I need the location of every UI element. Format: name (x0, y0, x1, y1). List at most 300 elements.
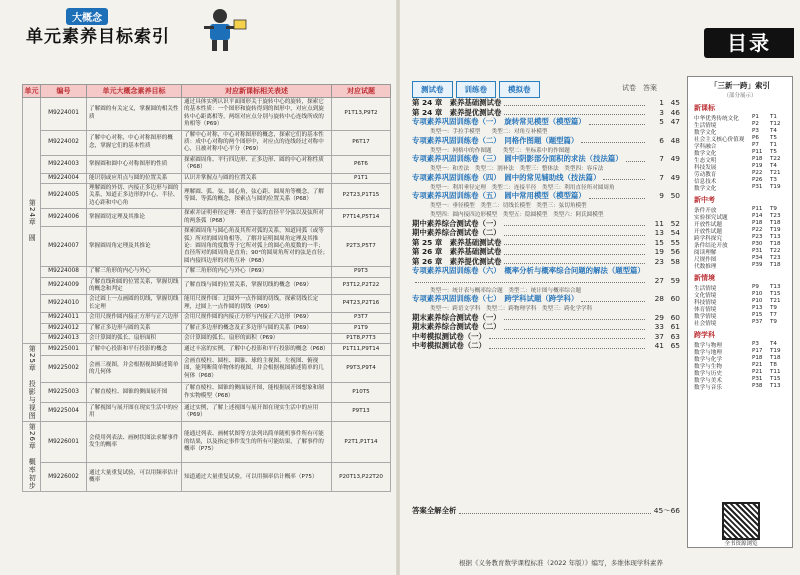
list-item (688, 341, 792, 348)
feature-item: T8 (770, 362, 777, 368)
list-item (688, 135, 792, 142)
list-item (688, 284, 792, 291)
feature-item: T15 (770, 291, 781, 297)
table-row (23, 344, 391, 355)
toc-title: 期中素养综合测试卷（二） (412, 228, 501, 238)
code-cell: M9226001 (41, 422, 87, 463)
feature-page: P13 (752, 305, 763, 311)
feature-page: P3 (752, 341, 759, 347)
pg-cell: P1T11,P9T14 (332, 344, 391, 355)
toc-title: 中考模拟测试卷（一） (412, 331, 486, 341)
feature-name: 实验探究试题 (694, 215, 728, 221)
goal-cell: 能识别或应用点与圆的位置关系 (87, 173, 182, 183)
feature-item: T18 (770, 241, 781, 247)
leader-dots (504, 109, 645, 115)
book-spine (396, 0, 400, 575)
paper-page: 7 (659, 154, 664, 164)
feature-item: T4 (770, 163, 777, 169)
std-cell: 探索圆周角、平行四边形、正多边形、圆的中心对称性质（P68） (182, 155, 332, 173)
table-row (23, 463, 391, 492)
answer-page: 48 (670, 135, 680, 145)
feature-item: T23 (770, 255, 781, 261)
paper-type-tabs (412, 81, 543, 98)
list-item (412, 276, 680, 286)
pg-cell: P2T23,P1T15 (332, 184, 391, 209)
pg-cell: P1T8,P7T3 (332, 333, 391, 343)
table-row (23, 130, 391, 155)
left-page (8, 6, 393, 568)
feature-page: P21 (752, 362, 763, 368)
goal-cell: 会画三视图，并会根据视图描述简单的几何体 (87, 355, 182, 383)
tab-training: 训练卷 (456, 81, 497, 98)
table-row (23, 277, 391, 295)
feature-page: P37 (752, 319, 763, 325)
answers-row (412, 506, 680, 516)
code-cell: M9224001 (41, 98, 87, 131)
concept-badge: 大概念 (66, 8, 108, 25)
feature-name: 社会情境 (694, 321, 717, 327)
leader-dots (603, 174, 645, 180)
answer-page: 54 (670, 228, 680, 238)
table-row (23, 333, 391, 343)
toc-title: 类型一：跨语文学科 类型二：跨物理学科 类型三：跨化学学科 (430, 306, 593, 312)
feature-name: 文化情境 (694, 293, 717, 299)
list-item (688, 376, 792, 383)
goal-cell: 会过圆上一点画圆的切线，掌握切线长定理 (87, 295, 182, 313)
toc-title: 类型四：圆内接四边形模型 类型五：隐圆模型 类型六：阿氏圆模型 (430, 212, 604, 218)
feature-item: T4 (770, 341, 777, 347)
paper-page: 37 (654, 331, 664, 341)
feature-name: 信息技术 (694, 179, 717, 185)
list-item (412, 506, 680, 516)
feature-item: T5 (770, 149, 777, 155)
paper-page: 15 (654, 237, 664, 247)
answer-page: 50 (670, 191, 680, 201)
table-row (23, 267, 391, 277)
goal-cell: 掌握圆和圆中心对称图形的性质 (87, 155, 182, 173)
code-cell: M9226002 (41, 463, 87, 492)
std-cell: 探索并证明垂径定理：垂直于弦的直径平分弦以及弦所对的两条弧（P68） (182, 209, 332, 227)
feature-name: 科技发展 (694, 165, 717, 171)
leader-dots (504, 220, 645, 226)
leader-dots (415, 277, 645, 283)
feature-page: P34 (752, 255, 763, 261)
feature-name: 数学与音乐 (694, 385, 722, 391)
list-item (412, 136, 680, 146)
header-unit: 单元 (23, 85, 41, 98)
student-illustration-icon (190, 6, 250, 52)
list-item (688, 262, 792, 269)
list-item (688, 149, 792, 156)
feature-name: 数学与历史 (694, 371, 722, 377)
list-item (688, 383, 792, 390)
paper-page: 28 (654, 294, 664, 304)
feature-name: 条件结论开放 (694, 243, 728, 249)
code-cell: M9225002 (41, 355, 87, 383)
feature-item: T11 (770, 369, 781, 375)
pg-cell: P1T13,P9T2 (332, 98, 391, 131)
pg-cell: P10T5 (332, 383, 391, 402)
feature-name: 阅读理解 (694, 250, 717, 256)
feature-page: P31 (752, 184, 763, 190)
list-item (688, 213, 792, 220)
feature-item: T22 (770, 248, 781, 254)
table-row (23, 173, 391, 183)
code-cell: M9224006 (41, 209, 87, 227)
feature-item: T7 (770, 312, 777, 318)
std-cell: 认识并掌握点与圆的位置关系 (182, 173, 332, 183)
toc-title: 第 25 章 素养基础测试卷 (412, 237, 502, 247)
answer-page: 56 (670, 247, 680, 257)
answer-page: 59 (670, 275, 680, 285)
code-cell: M9224013 (41, 333, 87, 343)
pg-cell: P20T13,P22T20 (332, 463, 391, 492)
code-cell: M9224011 (41, 313, 87, 323)
std-cell: 能通过列表、画树状图等方法列出简单随机事件所有可能的结果，以及指定事件发生的所有可能结果，了解事件的概率（P75） (182, 422, 332, 463)
footer-note: 根据《义务教育数学课程标准（2022 年版）》编写，多维体现学科素养 (459, 559, 663, 567)
table-row (23, 295, 391, 313)
list-item (688, 128, 792, 135)
feature-page: P18 (752, 156, 763, 162)
std-cell: 通过丰富的实例，了解中心投影和平行投影的概念（P68） (182, 344, 332, 355)
leader-dots (459, 508, 650, 514)
tab-test: 测试卷 (412, 81, 453, 98)
feature-section-title: 新情境 (694, 274, 715, 282)
paper-page: 1 (659, 98, 664, 108)
std-cell: 会计算圆的弧长、扇形的面积（P69） (182, 333, 332, 343)
paper-page: 9 (659, 191, 664, 201)
feature-index-box (687, 76, 793, 548)
toc-title: 专项素养巩固训练卷（四） 圆中的常见辅助线（技法篇） (412, 172, 601, 182)
answer-page: 46 (670, 107, 680, 117)
feature-name: 尺规作图 (694, 257, 717, 263)
leader-dots (489, 333, 645, 339)
feature-page: P3 (752, 128, 759, 134)
table-row (23, 422, 391, 463)
paper-page: 29 (654, 312, 664, 322)
toc-title: 期中素养综合测试卷（一） (412, 218, 501, 228)
pg-cell: P9T3 (332, 267, 391, 277)
table-row (23, 402, 391, 422)
paper-page: 7 (659, 172, 664, 182)
list-item (688, 312, 792, 319)
toc-title: 专项素养巩固训练卷（七） 跨学科试题（跨学科） (412, 294, 579, 304)
toc-title: 类型一：统计表与概率综合题 类型二：统计图与概率综合题 (430, 287, 582, 294)
leader-dots (504, 324, 645, 330)
toc-title: 类型一：网格中的作图题 类型二：坐标系中的作图题 (430, 147, 570, 154)
toc-title: 期末素养综合测试卷（二） (412, 322, 501, 332)
table-row (23, 184, 391, 209)
qr-code-icon[interactable] (722, 502, 760, 540)
list-item (412, 191, 680, 201)
answer-page: 63 (670, 331, 680, 341)
feature-page: P10 (752, 298, 763, 304)
leader-dots (504, 249, 645, 255)
feature-section-title: 跨学科 (694, 331, 715, 339)
toc-title: 专项素养巩固训练卷（二） 同格作图题（题型篇） (412, 135, 579, 145)
header-standard: 对应新课标相关表述 (182, 85, 332, 98)
std-cell: 了解中心对称，中心对称图形的概念，探索它们的基本性质：成中心对称的两个图形中，对应点的连线经过对称中心，且被对称中心平分（P69） (182, 130, 332, 155)
goal-cell: 了解中心投影和平行投影的概念 (87, 344, 182, 355)
qr-caption: 全书资源浏览 (724, 541, 758, 547)
header-code: 编号 (41, 85, 87, 98)
feature-item: T13 (770, 284, 781, 290)
toc-title: 专项素养巩固训练卷（六） 概率分析与概率综合问题的解法（题型篇） (412, 266, 645, 276)
list-item (688, 348, 792, 355)
code-cell: M9224007 (41, 227, 87, 267)
toc-title: 类型一：垂径模型 类型二：切线长模型 类型三：弦切角模型 (430, 203, 587, 209)
feature-item: T13 (770, 234, 781, 240)
list-item (412, 154, 680, 164)
answer-page: 49 (670, 154, 680, 164)
feature-page: P18 (752, 355, 763, 361)
std-cell: 了解直线与圆的位置关系，掌握切线的概念（P69） (182, 277, 332, 295)
std-cell: 了解直棱柱、圆锥的侧面展开图，能根据展开图想象和制作实物模型（P68） (182, 383, 332, 402)
leader-dots (581, 296, 645, 302)
feature-page: P14 (752, 213, 763, 219)
goal-cell: 了解直棱柱、圆锥的侧面展开图 (87, 383, 182, 402)
code-cell: M9224009 (41, 277, 87, 295)
tab-mock: 模拟卷 (499, 81, 540, 98)
table-row (23, 323, 391, 333)
feature-page: P18 (752, 220, 763, 226)
list-item (412, 201, 680, 210)
std-cell: 通过具体实例认识平面图形关于旋转中心的旋转，探索它的基本性质：一个图形和旋转得到的图形中，对应点到旋转中心距离相等，两组对应点分别与旋转中心连线所成的角相等（P69） (182, 98, 332, 131)
feature-page: P22 (752, 227, 763, 233)
pg-cell: P9T3,P9T4 (332, 355, 391, 383)
code-cell: M9224004 (41, 173, 87, 183)
feature-item: T21 (770, 298, 781, 304)
feature-item: T21 (770, 170, 781, 176)
unit-cell: 第25章 投影与视图 (23, 344, 41, 422)
feature-item: T9 (770, 319, 777, 325)
feature-item: T1 (770, 114, 777, 120)
contents-title: 目录 (704, 28, 794, 58)
list-item (688, 163, 792, 170)
feature-item: T18 (770, 220, 781, 226)
feature-name: 数学与物理 (694, 343, 722, 349)
goal-cell: 掌握圆周角定理及其推论 (87, 227, 182, 267)
pg-cell: P6T6 (332, 155, 391, 173)
list-item (688, 121, 792, 128)
pg-cell: P3T12,P2T22 (332, 277, 391, 295)
leader-dots (589, 193, 645, 199)
feature-item: T22 (770, 156, 781, 162)
feature-item: T19 (770, 227, 781, 233)
leader-dots (504, 100, 645, 106)
feature-name: 生活情境 (694, 286, 717, 292)
std-cell: 会用尺规作圆的内接正方形与内接正六边形（P69） (182, 313, 332, 323)
pg-cell: P1T9 (332, 323, 391, 333)
toc-title: 类型一：和差法 类型二：割补法 类型三：整体法 类型四：容斥法 (430, 166, 604, 172)
feature-page: P31 (752, 248, 763, 254)
list-item (688, 142, 792, 149)
goal-cell: 掌握圆切定理及其推论 (87, 209, 182, 227)
feature-name: 社会主义核心价值观 (694, 137, 745, 143)
feature-page: P11 (752, 206, 763, 212)
answers-pages: 45～66 (653, 506, 680, 516)
table-row (23, 155, 391, 173)
feature-name: 数学情境 (694, 314, 717, 320)
feature-name: 劳动教育 (694, 172, 717, 178)
feature-item: T15 (770, 376, 781, 382)
list-item (688, 241, 792, 248)
list-item (688, 369, 792, 376)
feature-item: T23 (770, 213, 781, 219)
feature-name: 数学与地理 (694, 350, 722, 356)
answer-page: 60 (670, 294, 680, 304)
table-row (23, 209, 391, 227)
feature-page: P22 (752, 170, 763, 176)
feature-name: 数学文化 (694, 186, 717, 192)
feature-item: T13 (770, 383, 781, 389)
feature-name: 数学与生物 (694, 364, 722, 370)
feature-name: 跨学科探究 (694, 236, 722, 242)
answer-page: 49 (670, 172, 680, 182)
table-row (23, 227, 391, 267)
leader-dots (626, 156, 645, 162)
feature-item: T9 (770, 206, 777, 212)
pg-cell: P9T13 (332, 402, 391, 422)
paper-page: 11 (654, 218, 664, 228)
toc-title: 中考模拟测试卷（二） (412, 341, 486, 351)
answers-title: 答案全解全析 (412, 506, 457, 516)
pg-cell: P1T1 (332, 173, 391, 183)
paper-page: 3 (659, 107, 664, 117)
paper-page: 6 (659, 135, 664, 145)
list-item (688, 170, 792, 177)
toc-title: 专项素养巩固训练卷（三） 圆中阴影部分面积的求法（技法篇） (412, 154, 623, 164)
std-cell: 了解三角形的内心与外心（P69） (182, 267, 332, 277)
feature-page: P31 (752, 376, 763, 382)
feature-name: 数学文化 (694, 130, 717, 136)
feature-item: T19 (770, 348, 781, 354)
list-item (688, 362, 792, 369)
table-row (23, 355, 391, 383)
answer-page: 58 (670, 256, 680, 266)
pg-cell: P2T1,P1T14 (332, 422, 391, 463)
feature-page: P38 (752, 383, 763, 389)
list-item (688, 319, 792, 326)
list-item (688, 355, 792, 362)
answer-page: 45 (670, 98, 680, 108)
goal-cell: 理解圆的外切、内接正多边形与圆的关系，知道正多边形的中心、半径、边心距和中心角 (87, 184, 182, 209)
feature-index-subtitle: （部分展示） (723, 93, 757, 99)
std-cell: 了解正多边形的概念及正多边形与圆的关系（P69） (182, 323, 332, 333)
list-item (412, 341, 680, 351)
answer-page: 52 (670, 218, 680, 228)
table-of-contents (412, 98, 680, 351)
toc-title: 专项素养巩固训练卷（一） 旋转常见模型（模型篇） (412, 117, 586, 127)
feature-item: T5 (770, 135, 777, 141)
feature-item: T18 (770, 355, 781, 361)
paper-page: 27 (654, 275, 664, 285)
feature-page: P19 (752, 163, 763, 169)
goal-cell: 了解直线和圆的位置关系，掌握切线的概念和判定 (87, 277, 182, 295)
feature-page: P11 (752, 149, 763, 155)
goal-cell: 了解圆的有关定义，掌握圆的相关性质 (87, 98, 182, 131)
feature-name: 开放性试题 (694, 229, 722, 235)
goal-cell: 通过大量重复试验，可以用频率估计概率 (87, 463, 182, 492)
feature-name: 数学文化 (694, 151, 717, 157)
unit-cell: 第24章 圆 (23, 98, 41, 344)
feature-page: P26 (752, 177, 763, 183)
code-cell: M9224010 (41, 295, 87, 313)
code-cell: M9225004 (41, 402, 87, 422)
leader-dots (489, 343, 645, 349)
goal-cell: 会使用列表法、画树状图法求解事件发生的概率 (87, 422, 182, 463)
feature-item: T18 (770, 262, 781, 268)
column-labels: 试卷 答案 (622, 84, 657, 92)
table-row (23, 383, 391, 402)
feature-name: 条件开放 (694, 208, 717, 214)
list-item (688, 177, 792, 184)
feature-section-title: 新课标 (694, 104, 715, 112)
table-row (23, 313, 391, 323)
list-item (688, 184, 792, 191)
feature-item: T9 (770, 305, 777, 311)
code-cell: M9225003 (41, 383, 87, 402)
right-page (404, 6, 794, 568)
feature-page: P7 (752, 142, 759, 148)
feature-name: 代数推理 (694, 264, 717, 270)
goal-cell: 了解视图与展开图在现实生活中的应用 (87, 402, 182, 422)
answer-page: 61 (670, 322, 680, 332)
goal-cell: 会用尺规作圆内接正方形与正六边形 (87, 313, 182, 323)
leader-dots (504, 239, 645, 245)
toc-title: 第 24 章 素养提优测试卷 (412, 107, 502, 117)
feature-name: 学科融合 (694, 144, 717, 150)
index-title: 单元素养目标索引 (26, 27, 170, 47)
list-item (412, 117, 680, 127)
feature-page: P39 (752, 262, 763, 268)
list-item (688, 114, 792, 121)
code-cell: M9224008 (41, 267, 87, 277)
list-item (412, 294, 680, 304)
answer-page: 65 (670, 341, 680, 351)
list-item (688, 298, 792, 305)
leader-dots (504, 230, 645, 236)
std-cell: 知道通过大量重复试验，可以用频率估计概率（P75） (182, 463, 332, 492)
list-item (688, 220, 792, 227)
goal-index-table (22, 84, 391, 492)
code-cell: M9225001 (41, 344, 87, 355)
leader-dots (589, 119, 645, 125)
feature-page: P23 (752, 234, 763, 240)
paper-page: 5 (659, 117, 664, 127)
table-header-row (23, 85, 391, 98)
feature-page: P1 (752, 114, 759, 120)
list-item (688, 248, 792, 255)
feature-page: P6 (752, 135, 759, 141)
feature-page: P10 (752, 291, 763, 297)
goal-cell: 了解三角形的内心与外心 (87, 267, 182, 277)
header-items: 对应试题 (332, 85, 391, 98)
leader-dots (581, 137, 645, 143)
leader-dots (504, 314, 645, 320)
feature-page: P15 (752, 312, 763, 318)
std-cell: 理解圆、弧、弦、圆心角，弦心距、圆周角等概念，了解等圆、等弧的概念，探索点与圆的位置关系（P68） (182, 184, 332, 209)
paper-page: 19 (654, 247, 664, 257)
pg-cell: P4T23,P2T16 (332, 295, 391, 313)
paper-page: 41 (654, 341, 664, 351)
feature-item: T19 (770, 184, 781, 190)
std-cell: 探索圆周角与圆心角及其所对弧的关系，知道同弧（或等弧）所对的圆周角相等，了解并证明圆周角定理及其推论：圆周角的度数等于它所对弧上的圆心角度数的一半；直径所对的圆周角是直角；90°的圆周角所对的弦是直径；圆内接四边形的对角互补（P68） (182, 227, 332, 267)
list-item (688, 291, 792, 298)
feature-name: 体育情境 (694, 307, 717, 313)
unit-cell: 第26章 概率初步 (23, 422, 41, 492)
list-item (688, 206, 792, 213)
